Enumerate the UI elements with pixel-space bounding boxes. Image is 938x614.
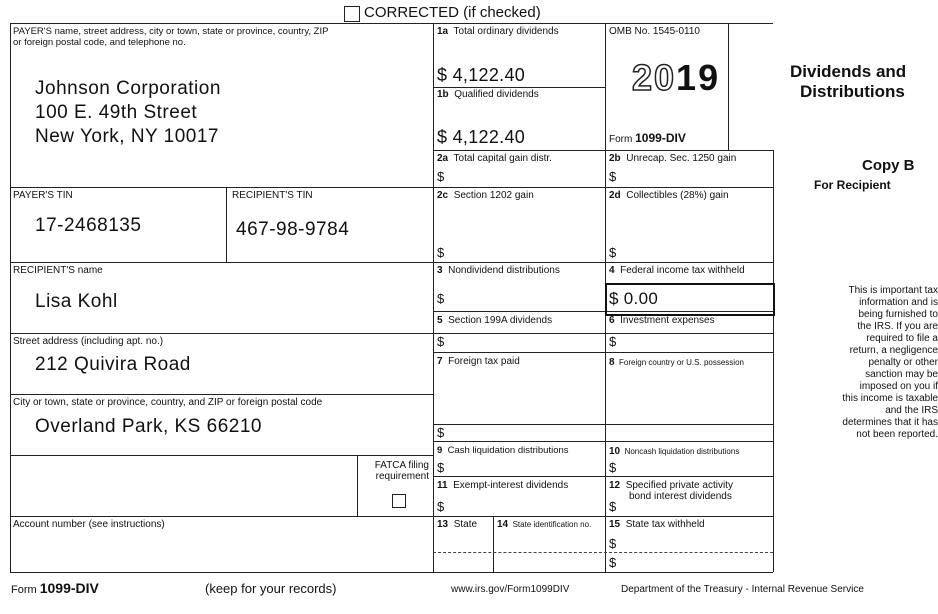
footer-dept: Department of the Treasury - Internal Revenue Service xyxy=(621,584,864,595)
divider-omb xyxy=(728,23,729,150)
line-1a-bottom xyxy=(433,87,605,88)
payer-tin-label: PAYER'S TIN xyxy=(13,190,73,201)
box-5-dollar: $ xyxy=(437,334,445,349)
fatca-label-1: FATCA filing xyxy=(374,460,429,471)
account-label: Account number (see instructions) xyxy=(13,519,165,530)
line-name-bottom xyxy=(10,333,433,334)
line-9-bottom xyxy=(433,476,773,477)
box-1a-label: 1a Total ordinary dividends xyxy=(437,26,559,37)
box-2b-label: 2b Unrecap. Sec. 1250 gain xyxy=(609,153,737,164)
line-2a-bottom xyxy=(433,187,773,188)
line-city-bottom xyxy=(10,455,433,456)
notice-text: This is important tax information and is being furnished to the IRS. If you are required to file a return, a negligence penalty or other sanction may be imposed on you if this income is taxable and the IRS determines that it has not been reported. xyxy=(842,285,938,440)
payer-street: 100 E. 49th Street xyxy=(35,102,198,123)
box-3-label: 3 Nondividend distributions xyxy=(437,265,560,276)
recipient-name: Lisa Kohl xyxy=(35,291,118,312)
box-9-dollar: $ xyxy=(437,460,445,475)
line-tin-bottom xyxy=(10,262,433,263)
corrected-label: CORRECTED (if checked) xyxy=(364,4,541,21)
copy-title: Copy B xyxy=(862,157,915,174)
box-10-dollar: $ xyxy=(609,460,617,475)
line-9-top xyxy=(433,441,773,442)
line-fatca-bottom xyxy=(10,516,433,517)
box-12-dollar: $ xyxy=(609,499,617,514)
footer-keep: (keep for your records) xyxy=(205,581,337,596)
line-11-bottom xyxy=(433,516,773,517)
box-6-label: 6 Investment expenses xyxy=(609,315,715,326)
box-7-dollar: $ xyxy=(437,425,445,440)
recipient-street-label: Street address (including apt. no.) xyxy=(13,336,164,347)
box-13-label: 13 State xyxy=(437,519,478,530)
form-top-border xyxy=(10,23,773,24)
divider-fatca xyxy=(357,455,358,516)
copy-subtitle: For Recipient xyxy=(814,178,891,192)
box-1b-value: $ 4,122.40 xyxy=(437,127,526,147)
box-5-label: 5 Section 199A dividends xyxy=(437,315,553,326)
box-6-dollar: $ xyxy=(609,334,617,349)
recipient-tin-value: 467-98-9784 xyxy=(236,219,350,240)
footer-form-id: Form 1099-DIV xyxy=(11,580,99,596)
box-14-label: 14 State identification no. xyxy=(497,519,592,530)
box-1b-label: 1b Qualified dividends xyxy=(437,89,539,100)
omb-number: OMB No. 1545-0110 xyxy=(609,26,700,37)
divider-3 xyxy=(773,150,774,572)
box-12-label-2: bond interest dividends xyxy=(629,491,732,502)
line-payer-bottom xyxy=(10,187,433,188)
form-left-border xyxy=(10,23,11,572)
payer-city: New York, NY 10017 xyxy=(35,126,219,147)
box-2a-label: 2a Total capital gain distr. xyxy=(437,153,552,164)
payer-tin-value: 17-2468135 xyxy=(35,215,142,236)
box-15-label: 15 State tax withheld xyxy=(609,519,705,530)
box-7-label: 7 Foreign tax paid xyxy=(437,356,520,367)
line-2c-bottom xyxy=(433,262,773,263)
box-12-label: 12 Specified private activity xyxy=(609,480,733,491)
recipient-name-label: RECIPIENT'S name xyxy=(13,265,103,276)
box-15-dollar-2: $ xyxy=(609,555,617,570)
box-9-label: 9 Cash liquidation distributions xyxy=(437,445,569,456)
fatca-label-2: requirement xyxy=(375,471,429,482)
recipient-tin-label: RECIPIENT'S TIN xyxy=(232,190,313,201)
payer-name: Johnson Corporation xyxy=(35,78,221,99)
divider-1 xyxy=(433,23,434,572)
fatca-checkbox[interactable] xyxy=(392,494,406,508)
divider-13-14 xyxy=(493,516,494,572)
form-id: Form 1099-DIV xyxy=(609,131,686,145)
box-11-label: 11 Exempt-interest dividends xyxy=(437,480,569,491)
box-11-dollar: $ xyxy=(437,499,445,514)
line-1b-bottom xyxy=(433,150,773,151)
corrected-checkbox[interactable] xyxy=(344,6,360,22)
footer-url[interactable]: www.irs.gov/Form1099DIV xyxy=(451,584,570,595)
line-7-bottom xyxy=(433,424,773,425)
box-4-label: 4 Federal income tax withheld xyxy=(609,265,745,276)
form-title-line1: Dividends and xyxy=(790,62,907,81)
divider-tin xyxy=(226,187,227,262)
line-5-bottom xyxy=(433,333,773,334)
box-8-label: 8 Foreign country or U.S. possession xyxy=(609,357,744,368)
line-5b-bottom xyxy=(433,352,773,353)
payer-label-2: or foreign postal code, and telephone no. xyxy=(13,37,186,48)
box-1a-value: $ 4,122.40 xyxy=(437,65,526,85)
box-2a-dollar: $ xyxy=(437,169,445,184)
payer-label: PAYER'S name, street address, city or town, state or province, country, ZIP xyxy=(13,26,329,37)
box-2d-label: 2d Collectibles (28%) gain xyxy=(609,190,729,201)
tax-year: 2019 xyxy=(632,57,721,98)
box-2c-dollar: $ xyxy=(437,245,445,260)
box-2c-label: 2c Section 1202 gain xyxy=(437,190,534,201)
box-3-dollar: $ xyxy=(437,291,445,306)
line-street-bottom xyxy=(10,394,433,395)
form-title-line2: Distributions xyxy=(800,82,905,101)
recipient-city: Overland Park, KS 66210 xyxy=(35,416,262,437)
line-state-dashed xyxy=(433,552,773,553)
recipient-city-label: City or town, state or province, country, and ZIP or foreign postal code xyxy=(13,397,323,408)
box-10-label: 10 Noncash liquidation distributions xyxy=(609,446,740,457)
box-2d-dollar: $ xyxy=(609,245,617,260)
recipient-street: 212 Quivira Road xyxy=(35,354,191,375)
box-2b-dollar: $ xyxy=(609,169,617,184)
form-bottom-border xyxy=(10,572,773,573)
box-4-value: $ 0.00 xyxy=(609,289,659,308)
box-15-dollar-1: $ xyxy=(609,536,617,551)
